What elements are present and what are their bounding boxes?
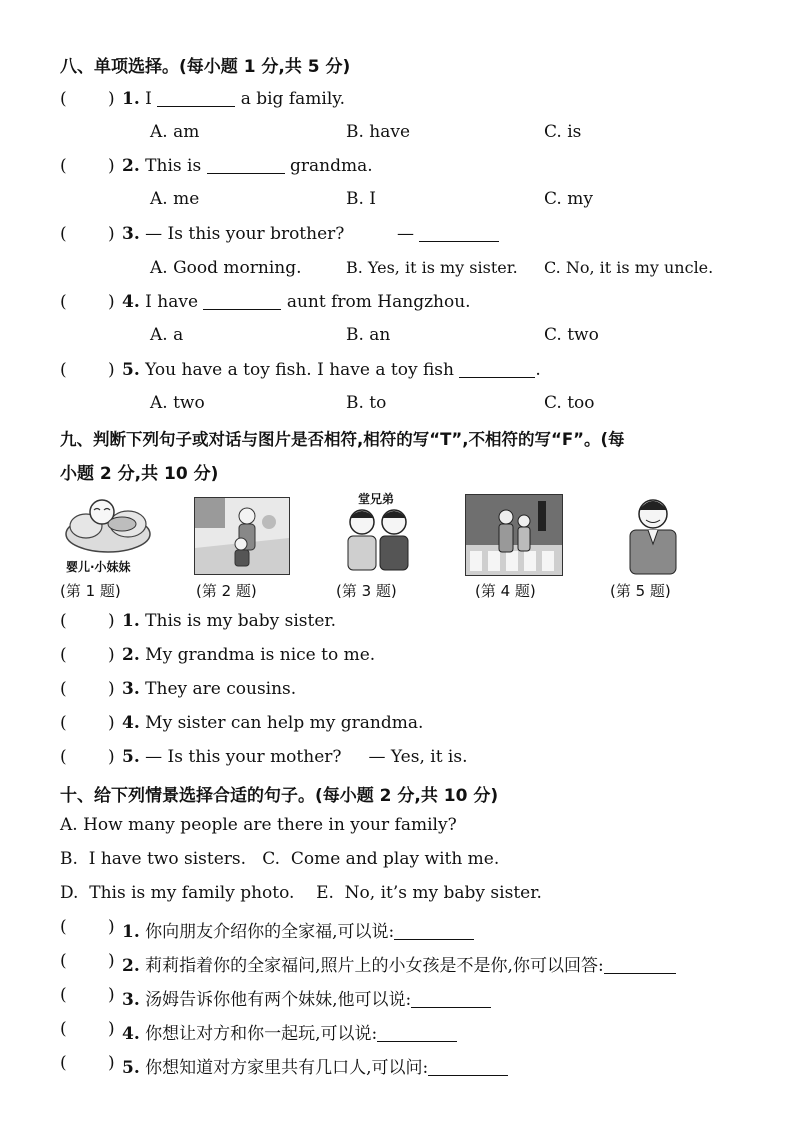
question-text-post: a big family.: [240, 89, 346, 109]
question-number: 1.: [122, 89, 140, 109]
question-text-post: grandma.: [289, 156, 373, 176]
answer-paren-close[interactable]: ): [108, 985, 115, 1005]
answer-paren-open: (: [60, 1019, 67, 1039]
answer-paren-open: (: [60, 156, 67, 176]
choice-option-a: A. How many people are there in your family?: [60, 815, 457, 835]
item-number: 2.: [122, 645, 140, 665]
question-text-post: —: [397, 224, 414, 244]
item-number: 1.: [122, 611, 140, 631]
answer-paren-close[interactable]: ): [108, 156, 115, 176]
question-text-pre: I have: [145, 292, 199, 312]
picture-cousins: [338, 490, 418, 576]
answer-paren-close[interactable]: ): [108, 645, 115, 665]
answer-paren-close[interactable]: ): [108, 951, 115, 971]
item-text: 莉莉指着你的全家福问,照片上的小女孩是不是你,你可以回答:: [145, 956, 604, 976]
answer-paren-open: (: [60, 611, 67, 631]
picture-caption-4: (第 4 题): [475, 582, 536, 600]
answer-paren-close[interactable]: ): [108, 917, 115, 937]
picture-caption-2: (第 2 题): [196, 582, 257, 600]
answer-paren-close[interactable]: ): [108, 1019, 115, 1039]
answer-blank[interactable]: [604, 956, 676, 974]
picture-label: 婴儿·小妹妹: [66, 560, 131, 574]
option-a: A. am: [150, 122, 200, 142]
baby-cloud-illustration: [62, 494, 154, 556]
answer-paren-open: (: [60, 713, 67, 733]
option-a: A. two: [150, 393, 205, 413]
item-text: My grandma is nice to me.: [145, 645, 376, 665]
question-text-post: .: [535, 360, 541, 380]
item-number: 4.: [122, 713, 140, 733]
option-b: B. an: [346, 325, 391, 345]
option-a: A. Good morning.: [150, 258, 302, 278]
grandma-illustration: [195, 498, 289, 574]
picture-caption-1: (第 1 题): [60, 582, 121, 600]
option-b: B. Yes, it is my sister.: [346, 258, 518, 277]
question-number: 2.: [122, 156, 140, 176]
answer-paren-open: (: [60, 679, 67, 699]
answer-blank[interactable]: [411, 990, 491, 1008]
option-a: A. me: [150, 189, 200, 209]
question-text-post: aunt from Hangzhou.: [286, 292, 471, 312]
answer-paren-close[interactable]: ): [108, 747, 115, 767]
picture-crosswalk: [465, 494, 563, 576]
section-8-heading: 八、单项选择。(每小题 1 分,共 5 分): [60, 57, 351, 77]
answer-paren-open: (: [60, 292, 67, 312]
answer-blank[interactable]: [377, 1024, 457, 1042]
answer-blank[interactable]: [419, 224, 499, 242]
answer-paren-close[interactable]: ): [108, 611, 115, 631]
item-text: They are cousins.: [145, 679, 297, 699]
option-c: C. too: [544, 393, 595, 413]
section-10-heading: 十、给下列情景选择合适的句子。(每小题 2 分,共 10 分): [60, 786, 499, 806]
option-b: B. I: [346, 189, 377, 209]
question-number: 5.: [122, 360, 140, 380]
answer-blank[interactable]: [207, 156, 285, 174]
crosswalk-illustration: [466, 495, 562, 575]
answer-paren-close[interactable]: ): [108, 713, 115, 733]
option-c: C. my: [544, 189, 593, 209]
answer-blank[interactable]: [157, 89, 235, 107]
answer-paren-close[interactable]: ): [108, 1053, 115, 1073]
answer-blank[interactable]: [459, 360, 535, 378]
cousins-illustration: [338, 506, 418, 576]
choice-option-d-e: D. This is my family photo. E. No, it’s my baby sister.: [60, 883, 542, 903]
picture-caption-3: (第 3 题): [336, 582, 397, 600]
choice-option-b-c: B. I have two sisters. C. Come and play with me.: [60, 849, 500, 869]
option-b: B. to: [346, 393, 387, 413]
item-number: 1.: [122, 922, 140, 942]
question-number: 4.: [122, 292, 140, 312]
answer-paren-open: (: [60, 89, 67, 109]
picture-baby-sister: [62, 494, 154, 576]
answer-paren-open: (: [60, 747, 67, 767]
item-text: 汤姆告诉你他有两个妹妹,他可以说:: [145, 990, 412, 1010]
item-text: 你向朋友介绍你的全家福,可以说:: [145, 922, 395, 942]
item-number: 5.: [122, 747, 140, 767]
item-text: This is my baby sister.: [145, 611, 337, 631]
answer-paren-close[interactable]: ): [108, 89, 115, 109]
answer-paren-close[interactable]: ): [108, 224, 115, 244]
answer-blank[interactable]: [394, 922, 474, 940]
section-9-heading-cont: 小题 2 分,共 10 分): [60, 464, 219, 484]
question-number: 3.: [122, 224, 140, 244]
item-number: 2.: [122, 956, 140, 976]
picture-caption-5: (第 5 题): [610, 582, 671, 600]
item-number: 4.: [122, 1024, 140, 1044]
option-c: C. No, it is my uncle.: [544, 258, 714, 277]
option-b: B. have: [346, 122, 411, 142]
item-text: 你想让对方和你一起玩,可以说:: [145, 1024, 378, 1044]
item-number: 3.: [122, 679, 140, 699]
picture-label: 堂兄弟: [358, 492, 395, 506]
picture-man: [620, 494, 686, 576]
option-c: C. two: [544, 325, 599, 345]
picture-grandma: [194, 497, 290, 575]
section-9-heading: 九、判断下列句子或对话与图片是否相符,相符的写“T”,不相符的写“F”。(每: [60, 430, 625, 449]
question-text-pre: You have a toy fish. I have a toy fish: [145, 360, 454, 380]
item-number: 5.: [122, 1058, 140, 1078]
question-text-pre: I: [145, 89, 152, 109]
item-number: 3.: [122, 990, 140, 1010]
answer-paren-close[interactable]: ): [108, 679, 115, 699]
option-a: A. a: [150, 325, 184, 345]
man-illustration: [620, 494, 686, 576]
question-text-pre: — Is this your brother?: [145, 224, 345, 244]
item-text: 你想知道对方家里共有几口人,可以问:: [145, 1058, 429, 1078]
answer-paren-close[interactable]: ): [108, 292, 115, 312]
answer-paren-open: (: [60, 917, 67, 937]
item-text: My sister can help my grandma.: [145, 713, 424, 733]
answer-paren-open: (: [60, 985, 67, 1005]
answer-blank[interactable]: [428, 1058, 508, 1076]
answer-paren-open: (: [60, 1053, 67, 1073]
answer-blank[interactable]: [203, 292, 281, 310]
question-text-pre: This is: [145, 156, 202, 176]
answer-paren-close[interactable]: ): [108, 360, 115, 380]
answer-paren-open: (: [60, 645, 67, 665]
answer-paren-open: (: [60, 224, 67, 244]
option-c: C. is: [544, 122, 582, 142]
item-text: — Is this your mother? — Yes, it is.: [145, 747, 468, 767]
answer-paren-open: (: [60, 360, 67, 380]
answer-paren-open: (: [60, 951, 67, 971]
